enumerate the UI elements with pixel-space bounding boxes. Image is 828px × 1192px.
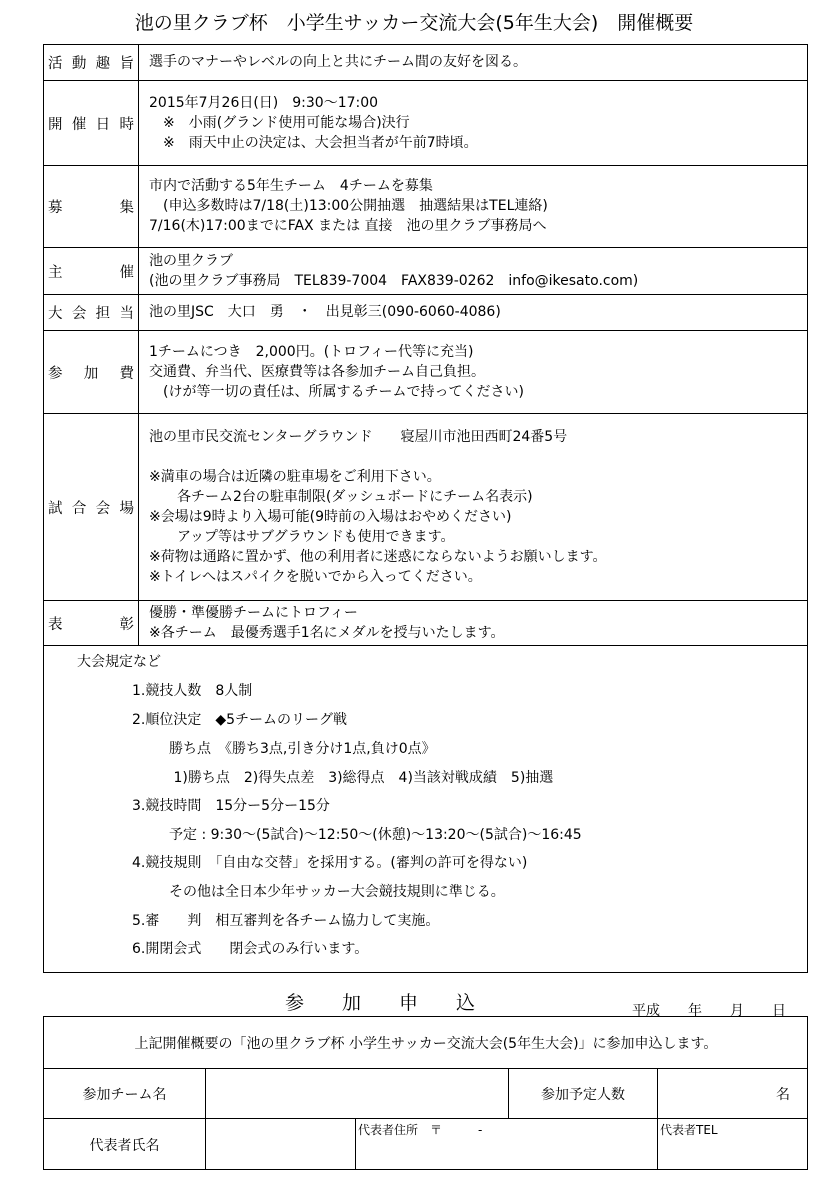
section-label-cell [44, 45, 139, 80]
section-label: 参加費 [48, 365, 134, 382]
value-line: ※トイレへはスパイクを脱いでから入ってください。 [149, 568, 482, 585]
rule-line: 6.開閉会式 閉会式のみ行います。 [132, 941, 369, 957]
rep-tel-label: 代表者TEL [660, 1123, 718, 1137]
section-value [149, 176, 548, 236]
team-name-label: 参加チーム名 [44, 1069, 206, 1119]
rep-address-field[interactable] [356, 1119, 658, 1170]
value-line: 2015年7月26日(日) 9:30～17:00 [149, 94, 379, 111]
section-label: 活動趣旨 [48, 56, 134, 72]
value-line: 優勝・準優勝チームにトロフィー [149, 605, 358, 621]
value-line: (池の里クラブ事務局 TEL839-7004 FAX839-0262 info@ikesato.com) [149, 272, 639, 289]
value-line: (申込多数時は7/18(土)13:00公開抽選 抽選結果はTEL連絡) [149, 198, 548, 214]
value-line: 市内で活動する5年生チーム 4チームを募集 [149, 178, 433, 194]
value-line: ※荷物は通路に置かず、他の利用者に迷惑にならないようお願いします。 [149, 548, 607, 565]
application-statement: 上記開催概要の「池の里クラブ杯 小学生サッカー交流大会(5年生大会)」に参加申込します。 [44, 1017, 808, 1069]
participant-count-field[interactable] [658, 1069, 808, 1119]
section-row [44, 45, 807, 81]
value-line: 選手のマナーやレベルの向上と共にチーム間の友好を図る。 [149, 54, 527, 70]
section-value [149, 93, 478, 153]
value-line: 交通費、弁当代、医療費等は各参加チーム自己負担。 [149, 363, 485, 380]
section-label-cell [44, 248, 139, 294]
section-label-cell [44, 295, 139, 330]
value-line: 池の里JSC 大口 勇 ・ 出見彰三(090-6060-4086) [149, 304, 501, 320]
rule-line: 2.順位決定 ◆5チームのリーグ戦 [132, 712, 348, 728]
value-line: ※各チーム 最優秀選手1名にメダルを授与いたします。 [149, 625, 505, 641]
value-line: ※会場は9時より入場可能(9時前の入場はおやめください) [149, 508, 512, 525]
value-line: アップ等はサブグラウンドも使用できます。 [149, 528, 455, 545]
rule-line: 5.審 判 相互審判を各チーム協力して実施。 [132, 913, 440, 929]
rule-line: 1.競技人数 8人制 [132, 683, 253, 699]
value-line: 7/16(木)17:00までにFAX または 直接 池の里クラブ事務局へ [149, 218, 547, 234]
section-label: 表彰 [48, 616, 134, 633]
value-line: ※ 小雨(グランド使用可能な場合)決行 [149, 114, 410, 131]
section-label-cell [44, 331, 139, 413]
section-row [44, 81, 807, 166]
rule-line: 予定 : 9:30～(5試合)～12:50～(休憩)～13:20～(5試合)～16:45 [169, 827, 582, 843]
section-row [44, 166, 807, 248]
section-label: 募集 [48, 200, 134, 216]
section-row [44, 248, 807, 295]
section-row [44, 295, 807, 331]
application-form [43, 1016, 808, 1170]
rules-heading: 大会規定など [77, 654, 161, 670]
rep-address-label: 代表者住所 〒 - [358, 1123, 483, 1137]
section-label: 主催 [48, 264, 134, 281]
section-value [149, 342, 524, 402]
section-value [149, 251, 638, 291]
section-label-cell [44, 414, 139, 600]
application-heading: 参 加 申 込 [285, 992, 476, 1014]
section-label: 開催日時 [48, 116, 134, 133]
overview-table [43, 44, 808, 973]
section-label-cell [44, 601, 139, 645]
value-line: 池の里クラブ [149, 252, 233, 269]
value-line: 池の里市民交流センターグラウンド 寝屋川市池田西町24番5号 [149, 428, 568, 445]
participant-count-label: 参加予定人数 [509, 1069, 658, 1119]
rule-line: 3.競技時間 15分ー5分ー15分 [132, 798, 330, 814]
value-line: ※ 雨天中止の決定は、大会担当者が午前7時頃。 [149, 134, 478, 151]
value-line: 各チーム2台の駐車制限(ダッシュボードにチーム名表示) [149, 488, 533, 505]
section-value [149, 302, 501, 322]
rep-name-field[interactable] [206, 1119, 356, 1170]
value-line: 1チームにつき 2,000円。(トロフィー代等に充当) [149, 343, 474, 360]
section-label: 大会担当 [48, 306, 134, 322]
rule-line: その他は全日本少年サッカー大会競技規則に準じる。 [169, 884, 505, 900]
section-row [44, 331, 807, 414]
section-value [149, 52, 527, 72]
rule-line: 1)勝ち点 2)得失点差 3)総得点 4)当該対戦成績 5)抽選 [169, 770, 554, 786]
page-title: 池の里クラブ杯 小学生サッカー交流大会(5年生大会) 開催概要 [134, 12, 694, 34]
section-row [44, 601, 807, 646]
section-value [149, 603, 505, 643]
section-label: 試合会場 [48, 500, 134, 517]
value-line: (けが等一切の責任は、所属するチームで持ってください) [149, 383, 524, 400]
section-label-cell [44, 166, 139, 247]
count-unit: 名 [776, 1086, 790, 1103]
rep-tel-field[interactable] [658, 1119, 808, 1170]
value-line [149, 447, 607, 467]
application-date: 平成 年 月 日 [632, 1003, 786, 1019]
rep-name-label: 代表者氏名 [44, 1119, 206, 1170]
section-value [149, 427, 607, 587]
section-row [44, 414, 807, 601]
rule-line: 4.競技規則 「自由な交替」を採用する。(審判の許可を得ない) [132, 855, 528, 871]
value-line: ※満車の場合は近隣の駐車場をご利用下さい。 [149, 468, 441, 485]
rule-line: 勝ち点 《勝ち3点,引き分け1点,負け0点》 [169, 741, 436, 757]
team-name-field[interactable] [206, 1069, 509, 1119]
section-label-cell [44, 81, 139, 165]
